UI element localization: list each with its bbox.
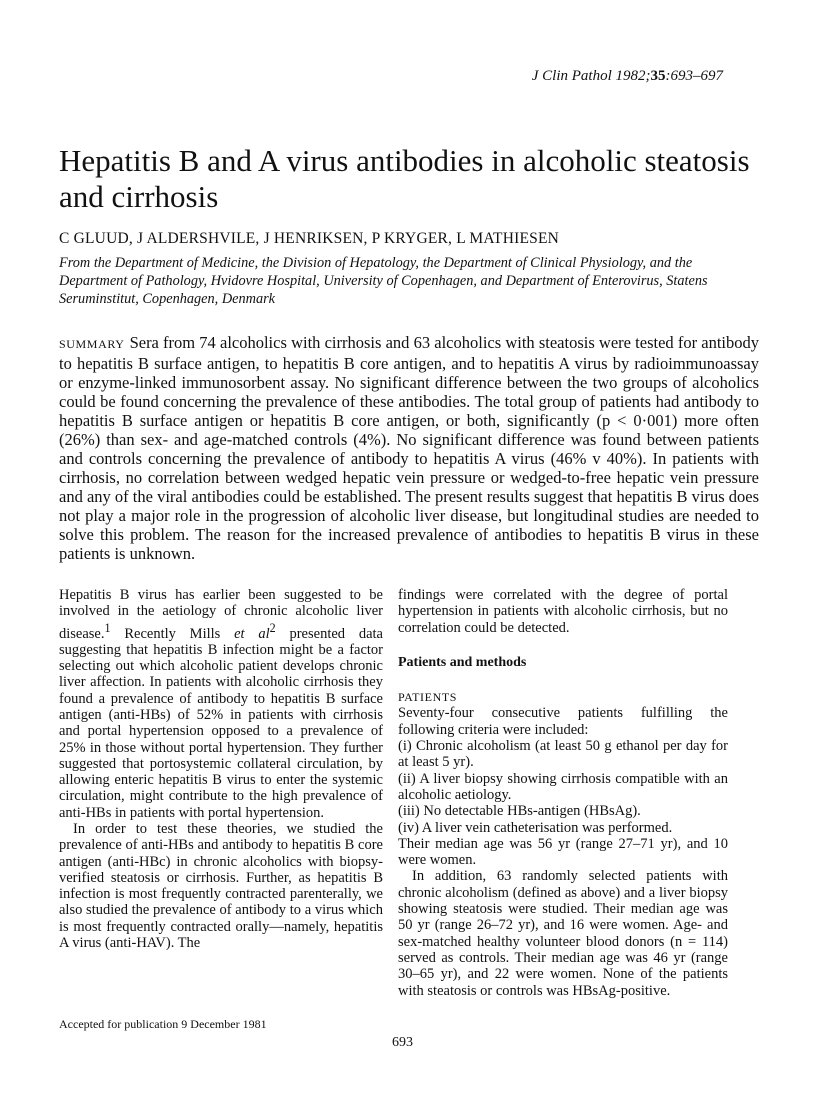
criterion-item: (i) Chronic alcoholism (at least 50 g ethanol per day for at least 5 yr). [398, 738, 728, 771]
right-column [398, 587, 728, 999]
summary-label: SUMMARY [59, 337, 125, 351]
intro-paragraph-2: In order to test these theories, we studied the prevalence of anti-HBs and antibody to hepatitis B core antigen (anti-HBc) in chronic alcoholics with biopsy-verified steatosis or cirrhosis. Further, as hepatitis B infection is most frequently contracted parenterally, we also studied the prevalence of antibody to a virus which is most frequently contracted orally—namely, hepatitis A virus (anti-HAV). The [59, 820, 383, 952]
accepted-date: Accepted for publication 9 December 1981 [59, 1017, 267, 1031]
page-number: 693 [392, 1035, 413, 1050]
affiliation: From the Department of Medicine, the Division of Hepatology, the Department of Clinical Physiology, and the Department of Pathology, Hvidovre Hospital, University of Copenhagen, and Department of Enterovirus, Statens Seruminstitut, Copenhagen, Denmark [59, 255, 708, 307]
author-list: C GLUUD, J ALDERSHVILE, J HENRIKSEN, P KRYGER, L MATHIESEN [59, 230, 560, 247]
methods-paragraph: In addition, 63 randomly selected patients with chronic alcoholism (defined as above) and a liver biopsy showing steatosis were studied. Their median age was 50 yr (range 26–72 yr), and 16 were women. Age- and sex-matched healthy volunteer blood donors (n = 114) served as controls. Their median age was 46 yr (range 30–65 yr), and 22 were women. None of the patients with steatosis or controls was HBsAg-positive. [398, 868, 728, 999]
journal-pages: :693–697 [665, 68, 723, 84]
reference-2: 2 [269, 620, 276, 635]
journal-name: J Clin Pathol [531, 68, 612, 84]
journal-volume: 35 [650, 68, 666, 84]
intro-paragraph-1: Hepatitis B virus has earlier been suggested to be involved in the aetiology of chronic alcoholic liver disease.$^1$ Recently Mills et $al^2$ presented data suggesting that hepatitis B infection might be a factor selecting out which alcoholic patient develops chronic liver affection. In patients with alcoholic cirrhosis they found a prevalence of antibody to hepatitis B surface antigen (anti-HBs) of 52% in patients with cirrhosis and portal hypertension opposed to a prevalence of 25% in those without portal hypertension. They further suggested that portosystemic collateral circulation, by allowing enteric hepatitis B virus to enter the systemic circulation, might contribute to the high prevalence of anti-HBs in patients with portal hypertension. [59, 587, 383, 821]
criterion-item: (ii) A liver biopsy showing cirrhosis compatible with an alcoholic aetiology. [398, 770, 728, 803]
summary-text: Sera from 74 alcoholics with cirrhosis and 63 alcoholics with steatosis were tested for antibody to hepatitis B surface antigen, to hepatitis B core antigen, and to hepatitis A virus by radioimmunoassay or enzyme-linked immunosorbent assay. No significant difference between the two groups of alcoholics could be found concerning the prevalence of these antibodies. The total group of patients had antibody to hepatitis B surface antigen or hepatitis B core antigen, or both, significantly (p < 0·001) more often (26%) than sex- and age-matched controls (4%). No significant difference was found between patients and controls concerning the prevalence of antibody to hepatitis A virus (46% v 40%). In patients with cirrhosis, no correlation between wedged hepatic vein pressure or wedged-to-free hepatic vein pressure and any of the viral antibodies could be established. The present results suggest that hepatitis B virus does not play a major role in the progression of alcoholic liver disease, but longitudinal studies are needed to solve this problem. The reason for the increased prevalence of antibodies to hepatitis B virus in these patients is unknown. [59, 333, 759, 563]
reference-1: 1 [104, 620, 111, 635]
journal-year: 1982; [615, 68, 651, 84]
left-column [59, 587, 383, 951]
subheading-patients: PATIENTS [398, 690, 458, 705]
methods-paragraph: Their median age was 56 yr (range 27–71 yr), and 10 were women. [398, 835, 728, 869]
journal-citation [532, 68, 723, 85]
intro-paragraph-2-continued: findings were correlated with the degree of portal hypertension in patients with alcoholic cirrhosis, but no correlation could be detected. [398, 587, 728, 636]
criterion-item: (iii) No detectable HBs-antigen (HBsAg). [398, 803, 641, 820]
methods-paragraph: Seventy-four consecutive patients fulfilling the following criteria were included: [398, 705, 728, 738]
section-heading-patients-methods: Patients and methods [398, 654, 527, 670]
article-title: Hepatitis B and A virus antibodies in alcoholic steatosis and cirrhosis [59, 143, 750, 214]
criterion-item: (iv) A liver vein catheterisation was performed. [398, 819, 673, 836]
summary-abstract [59, 333, 759, 563]
